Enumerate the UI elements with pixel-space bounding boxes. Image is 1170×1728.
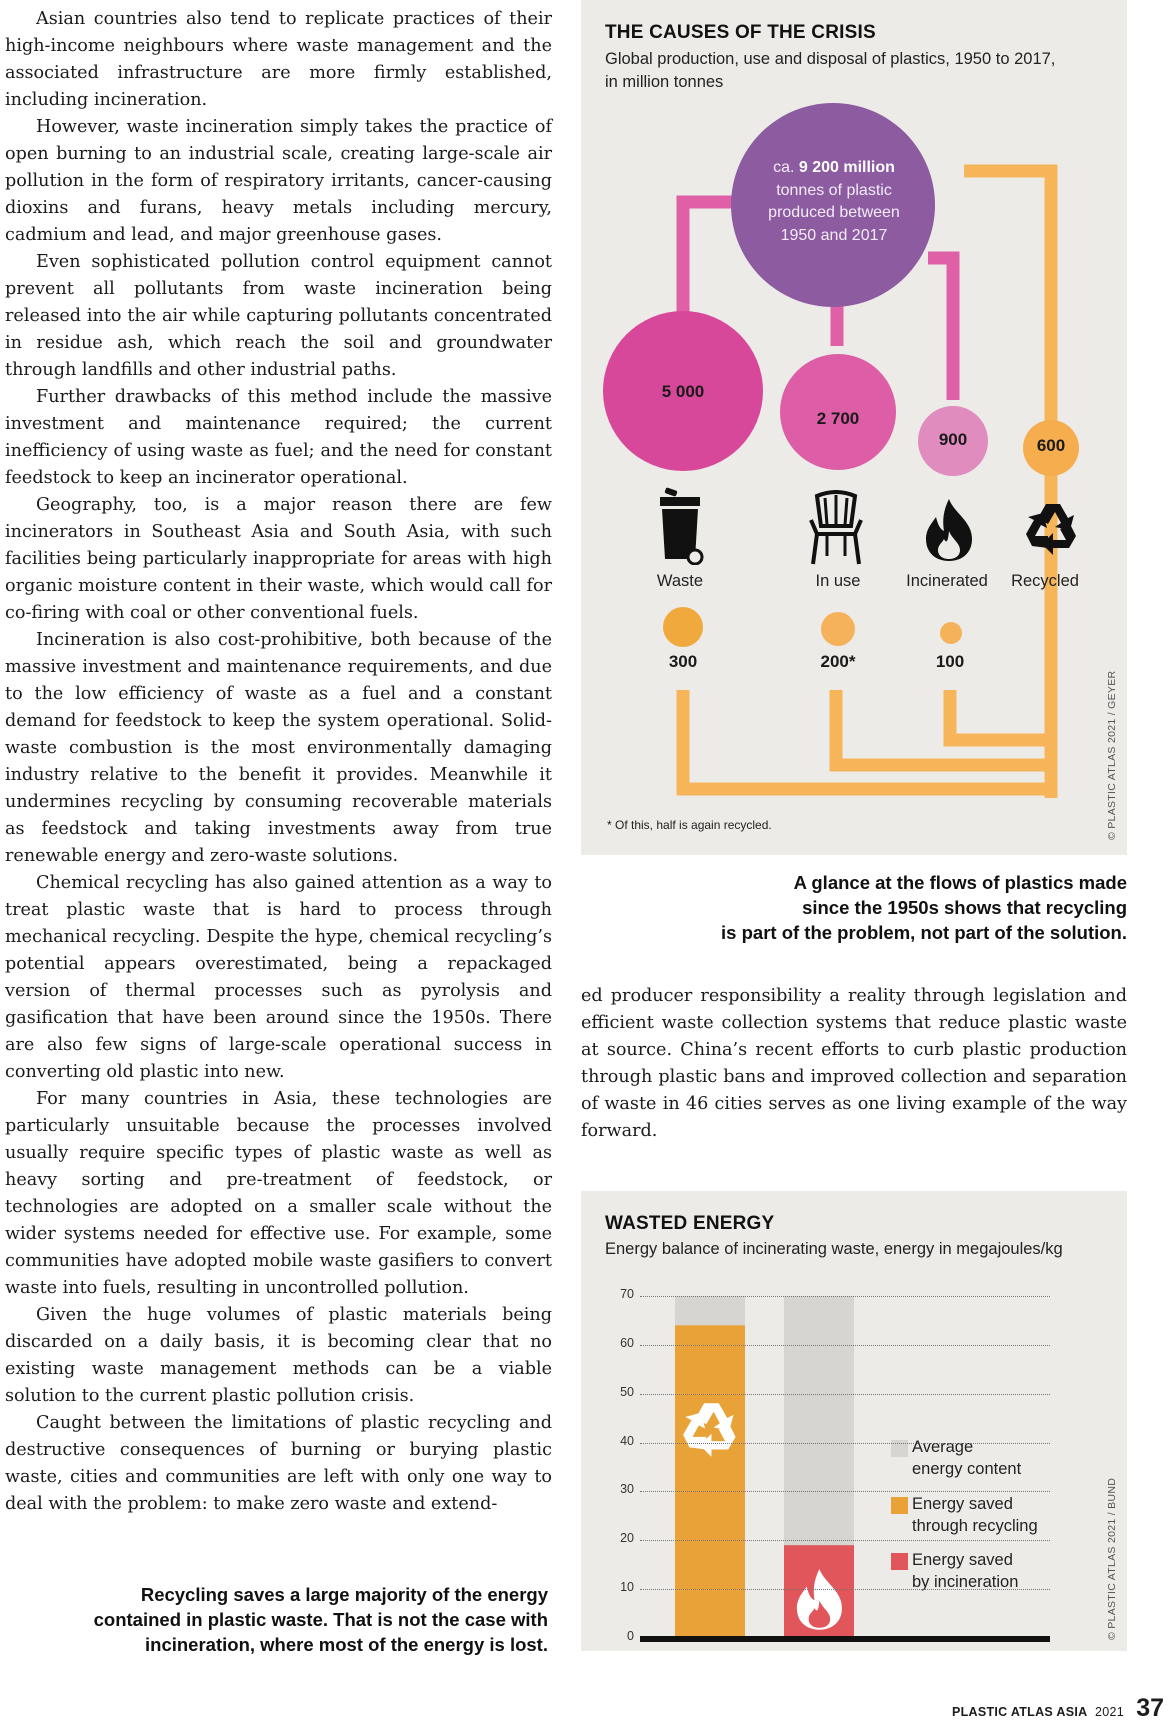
- waste-small-bubble: [663, 607, 703, 647]
- article-paragraph: Incineration is also cost-prohibitive, both because of the massive investment and maintenance requirements, and due to the low efficiency of waste as a fuel and a constant demand for feedstock to keep the system operational. Solid-waste combustion is the most environmentally damaging industry relative to the benefit it provides. Meanwhile it undermines recycling by consuming recoverable materials as feedstock and taking investments away from true renewable energy and zero-waste solutions.: [5, 630, 552, 866]
- energy-chart-title: WASTED ENERGY: [605, 1213, 775, 1234]
- crisis-subtitle-line1: Global production, use and disposal of plastics, 1950 to 2017,: [605, 50, 1056, 68]
- chair-icon: [807, 490, 865, 566]
- crisis-flow-diagram: [0, 0, 1170, 860]
- crisis-footnote: * Of this, half is again recycled.: [607, 818, 772, 832]
- article-paragraph: For many countries in Asia, these technologies are particularly unsuitable because the processes involved usually require specific types of plastic waste as well as heavy sorting and pre-treatment of feedstock, or technologies are adopted on a smaller scale without the wider systems needed for effective use. For example, some communities have adopted mobile waste gasifiers to convert waste into fuels, resulting in uncontrolled pollution.: [5, 1089, 552, 1298]
- energy-chart-panel: [581, 1191, 1127, 1651]
- waste-label: Waste: [656, 572, 704, 590]
- inuse-sub-value: 200*: [820, 652, 856, 671]
- article-continuation: ed producer responsibility a reality through legislation and efficient waste collection systems that reduce plastic waste at source. China’s recent efforts to curb plastic production through plastic bans and improved collection and separation of waste in 46 cities serves as one living example of the way forward.: [581, 986, 1127, 1141]
- article-paragraph: Caught between the limitations of plastic recycling and destructive consequences of burning or burying plastic waste, cities and communities are left with only one way to deal with the problem: to make zero waste and extend-: [5, 1413, 552, 1514]
- article-paragraph: Even sophisticated pollution control equipment cannot prevent all pollutants from waste incineration being released into the air while capturing pollutants concentrated in residue ash, which reach the soil and groundwater through landfills and other industrial paths.: [5, 252, 552, 380]
- recycled-value: 600: [1036, 436, 1066, 455]
- grid-line: [640, 1540, 1050, 1541]
- crisis-credit: © PLASTIC ATLAS 2021 / GEYER: [1106, 670, 1118, 840]
- article-paragraph: Geography, too, is a major reason there are few incinerators in Southeast Asia and South Asia, with such facilities being particularly inappropriate for areas with high organic moisture content in their waste, which would call for co-firing with coal or other conventional fuels.: [5, 495, 552, 623]
- article-paragraph: Further drawbacks of this method include the massive investment and maintenance required; the current inefficiency of using waste as fuel; and the need for constant feedstock to keep an incinerator operational.: [5, 387, 552, 488]
- y-tick-label: 50: [620, 1384, 634, 1399]
- waste-value: 5 000: [661, 382, 705, 401]
- legend-swatch-incineration: [891, 1553, 908, 1570]
- page-number: 37: [1136, 1694, 1164, 1722]
- crisis-subtitle-line2: in million tonnes: [605, 73, 724, 91]
- y-tick-label: 10: [620, 1580, 634, 1595]
- inuse-small-bubble: [821, 612, 855, 646]
- recycled-label: Recycled: [1011, 572, 1079, 590]
- y-tick-label: 20: [620, 1531, 634, 1546]
- article-paragraph: Asian countries also tend to replicate practices of their high-income neighbours where waste management and the associated infrastructure are more firmly established, including incineration.: [5, 9, 552, 110]
- energy-caption: Recycling saves a large majority of the energy contained in plastic waste. That is not the case with incineration, where most of the energy is lost.: [93, 1584, 548, 1655]
- legend-recycling: Energy saved through recycling: [912, 1495, 1038, 1535]
- y-tick-label: 0: [627, 1629, 634, 1643]
- article-paragraph: Given the huge volumes of plastic materials being discarded on a daily basis, it is becoming clear that no existing waste management methods can be a viable solution to the current plastic pollution crisis.: [5, 1305, 552, 1406]
- grid-line: [640, 1296, 1050, 1297]
- legend-incineration: Energy saved by incineration: [912, 1551, 1019, 1591]
- energy-chart-subtitle: Energy balance of incinerating waste, energy in megajoules/kg: [605, 1240, 1063, 1258]
- footer-publication: PLASTIC ATLAS ASIA 2021: [951, 1705, 1124, 1719]
- waste-sub-value: 300: [668, 652, 698, 671]
- energy-credit: © PLASTIC ATLAS 2021 / BUND: [1106, 1477, 1118, 1640]
- grid-line: [640, 1443, 1050, 1444]
- trash-bin-icon: [656, 487, 710, 565]
- legend-swatch-recycling: [891, 1497, 908, 1514]
- recycled-flow-line: [964, 171, 1051, 798]
- recycle-icon: [1024, 498, 1082, 556]
- article-paragraph: However, waste incineration simply takes the practice of open burning to an industrial scale, creating large-scale air pollution in the form of respiratory irritants, cancer-causing dioxins and furans, heavy metals including mercury, cadmium and lead, and major greenhouse gases.: [5, 117, 552, 245]
- grid-line: [640, 1589, 1050, 1590]
- grid-line: [640, 1491, 1050, 1492]
- y-tick-label: 60: [620, 1335, 634, 1350]
- crisis-title: THE CAUSES OF THE CRISIS: [605, 22, 876, 43]
- incinerated-flow-line: [950, 690, 1051, 740]
- y-tick-label: 30: [620, 1482, 634, 1497]
- incinerated-small-bubble: [940, 622, 962, 644]
- y-tick-label: 40: [620, 1433, 634, 1448]
- inuse-label: In use: [815, 572, 861, 590]
- incinerated-pink-line: [928, 258, 953, 400]
- grid-line: [640, 1345, 1050, 1346]
- incinerated-label: Incinerated: [906, 572, 988, 590]
- legend-average: Average energy content: [912, 1438, 1022, 1478]
- incinerated-sub-value: 100: [935, 652, 965, 671]
- grid-line: [640, 1394, 1050, 1395]
- total-production-label: ca. 9 200 million tonnes of plastic produced between 1950 and 2017: [768, 159, 900, 244]
- incinerated-value: 900: [938, 430, 968, 449]
- inuse-value: 2 700: [816, 409, 860, 428]
- crisis-caption: A glance at the flows of plastics made since the 1950s shows that recycling is part of the problem, not part of the solution.: [721, 872, 1127, 943]
- flame-icon: [920, 497, 978, 563]
- y-tick-label: 70: [620, 1287, 634, 1301]
- article-paragraph: Chemical recycling has also gained attention as a way to treat plastic waste that is hard to process through mechanical recycling. Despite the hype, chemical recycling’s potential appears overestimated, being a repackaged version of thermal processes such as pyrolysis and gasification that have been around since the 1950s. There are also few signs of large-scale operational success in converting old plastic into new.: [5, 873, 552, 1082]
